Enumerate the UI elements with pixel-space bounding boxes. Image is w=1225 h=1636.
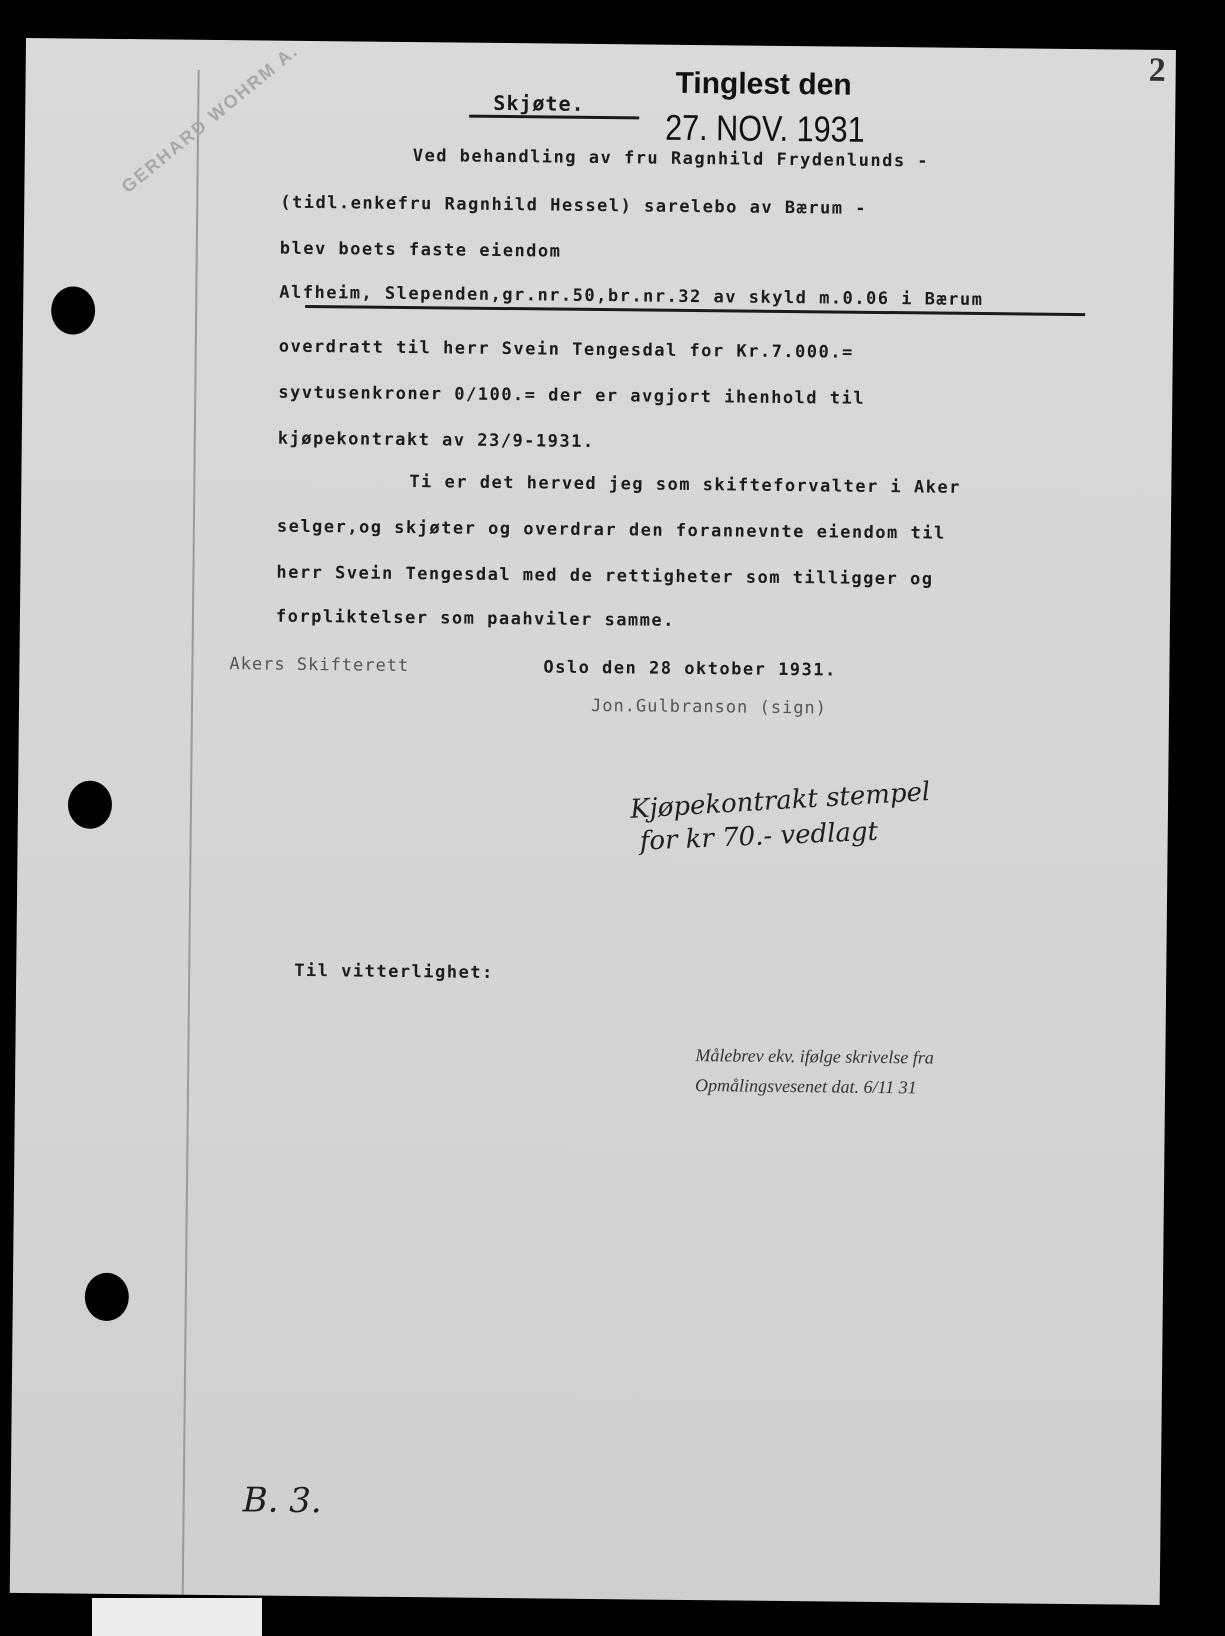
body-line: Ti er det herved jeg som skifteforvalter i Aker: [409, 472, 961, 498]
handwritten-note-line: for kr 70.- vedlagt: [639, 816, 879, 857]
body-line: kjøpekontrakt av 23/9-1931.: [277, 428, 595, 452]
signature: Jon.Gulbranson (sign): [590, 695, 828, 719]
tinglest-date: 27. NOV. 1931: [664, 106, 865, 150]
body-line: syvtusenkroner 0/100.= der er avgjort ihenhold til: [278, 382, 866, 409]
body-line: herr Svein Tengesdal med de rettigheter som tilligger og: [276, 562, 934, 590]
scan-edge-strip: [92, 1598, 262, 1636]
heading-underline: [469, 115, 639, 120]
side-stamp: GERHARD WOHRM A.: [117, 40, 303, 197]
page-number: 2: [1148, 51, 1166, 89]
body-line: overdratt til herr Svein Tengesdal for Kr.7.000.=: [278, 336, 854, 363]
document-heading: Skjøte.: [493, 90, 585, 116]
document-page: [10, 38, 1176, 1605]
body-line: forpliktelser som paahviler samme.: [275, 606, 676, 631]
typed-note-line: Målebrev ekv. ifølge skrivelse fra: [695, 1045, 934, 1068]
body-line: Alfheim, Slependen,gr.nr.50,br.nr.32 av skyld m.0.06 i Bærum: [279, 282, 984, 311]
typed-note-line: Opmålingsvesenet dat. 6/11 31: [694, 1075, 917, 1098]
archive-mark: B. 3.: [242, 1480, 322, 1522]
handwritten-note-line: Kjøpekontrakt stempel: [629, 777, 932, 825]
body-line: (tidl.enkefru Ragnhild Hessel) sarelebo av Bærum -: [280, 192, 868, 219]
issuer: Akers Skifterett: [229, 654, 410, 677]
punch-hole: [85, 1273, 130, 1321]
body-line: blev boets faste eiendom: [279, 238, 562, 262]
tinglest-label: Tinglest den: [675, 66, 852, 102]
witness-label: Til vitterlighet:: [294, 960, 494, 983]
body-line: selger,og skjøter og overdrar den forannevnte eiendom til: [276, 516, 946, 544]
body-line: Ved behandling av fru Ragnhild Frydenlunds -: [412, 146, 930, 172]
margin-line: [182, 70, 200, 1595]
punch-hole: [68, 780, 113, 828]
place-date: Oslo den 28 oktober 1931.: [543, 657, 837, 681]
punch-hole: [51, 286, 96, 334]
